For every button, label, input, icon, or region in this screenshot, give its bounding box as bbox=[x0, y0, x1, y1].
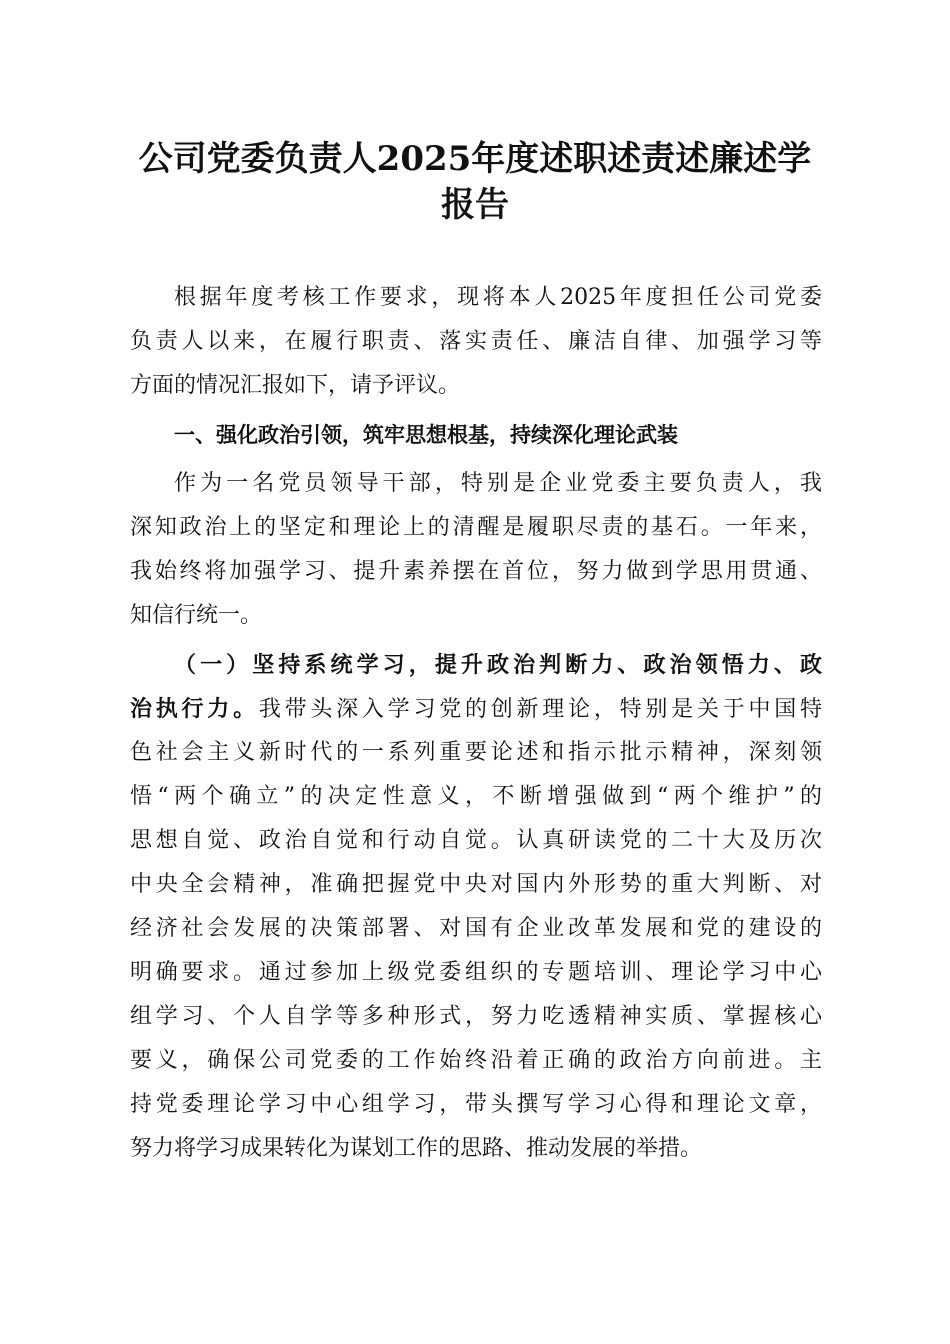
text-line: 我始终将加强学习、提升素养摆在首位，努力做到学思用贯通、 bbox=[130, 559, 822, 584]
section-heading bbox=[130, 413, 822, 457]
text-line: 思想自觉、政治自觉和行动自觉。认真研读党的二十大及历次 bbox=[130, 828, 822, 853]
subsection-heading-end: 治执行力。 bbox=[130, 696, 259, 722]
heading-text: 一、强化政治引领，筑牢思想根基，持续深化理论武装 bbox=[174, 423, 678, 447]
title-line-2: 报告 bbox=[441, 185, 509, 225]
text-line: 经济社会发展的决策部署、对国有企业改革发展和党的建设的 bbox=[130, 916, 822, 941]
text-line: 持党委理论学习中心组学习，带头撰写学习心得和理论文章， bbox=[130, 1092, 822, 1117]
subsection-heading: （一）坚持系统学习，提升政治判断力、政治领悟力、政 bbox=[174, 652, 822, 678]
text-line: 负责人以来，在履行职责、落实责任、廉洁自律、加强学习等 bbox=[130, 329, 822, 354]
intro-paragraph bbox=[130, 276, 822, 408]
text-line: 方面的情况汇报如下，请予评议。 bbox=[130, 373, 461, 398]
subsection-heading-line bbox=[130, 643, 822, 687]
subsection-paragraph bbox=[130, 643, 822, 1171]
text-line bbox=[130, 687, 822, 731]
document-body bbox=[130, 276, 822, 1176]
text-span: 我带头深入学习党的创新理论，特别是关于中国特 bbox=[258, 697, 822, 722]
text-line: 明确要求。通过参加上级党委组织的专题培训、理论学习中心 bbox=[130, 960, 822, 985]
section-paragraph bbox=[130, 462, 822, 638]
text-line: 要义，确保公司党委的工作始终沿着正确的政治方向前进。主 bbox=[130, 1048, 822, 1073]
text-line: 悟“两个确立”的决定性意义，不断增强做到“两个维护”的 bbox=[130, 784, 822, 809]
text-line: 色社会主义新时代的一系列重要论述和指示批示精神，深刻领 bbox=[130, 740, 822, 765]
document-title bbox=[100, 136, 850, 228]
text-line: 知信行统一。 bbox=[130, 603, 263, 628]
text-line: 作为一名党员领导干部，特别是企业党委主要负责人，我 bbox=[174, 471, 822, 496]
text-line: 努力将学习成果转化为谋划工作的思路、推动发展的举措。 bbox=[130, 1136, 703, 1161]
text-line: 组学习、个人自学等多种形式，努力吃透精神实质、掌握核心 bbox=[130, 1004, 822, 1029]
text-line: 中央全会精神，准确把握党中央对国内外形势的重大判断、对 bbox=[130, 872, 822, 897]
text-line: 深知政治上的坚定和理论上的清醒是履职尽责的基石。一年来， bbox=[130, 515, 822, 540]
text-line: 根据年度考核工作要求，现将本人2025年度担任公司党委 bbox=[174, 285, 822, 310]
title-line-1: 公司党委负责人2025年度述职述责述廉述学 bbox=[138, 139, 812, 179]
